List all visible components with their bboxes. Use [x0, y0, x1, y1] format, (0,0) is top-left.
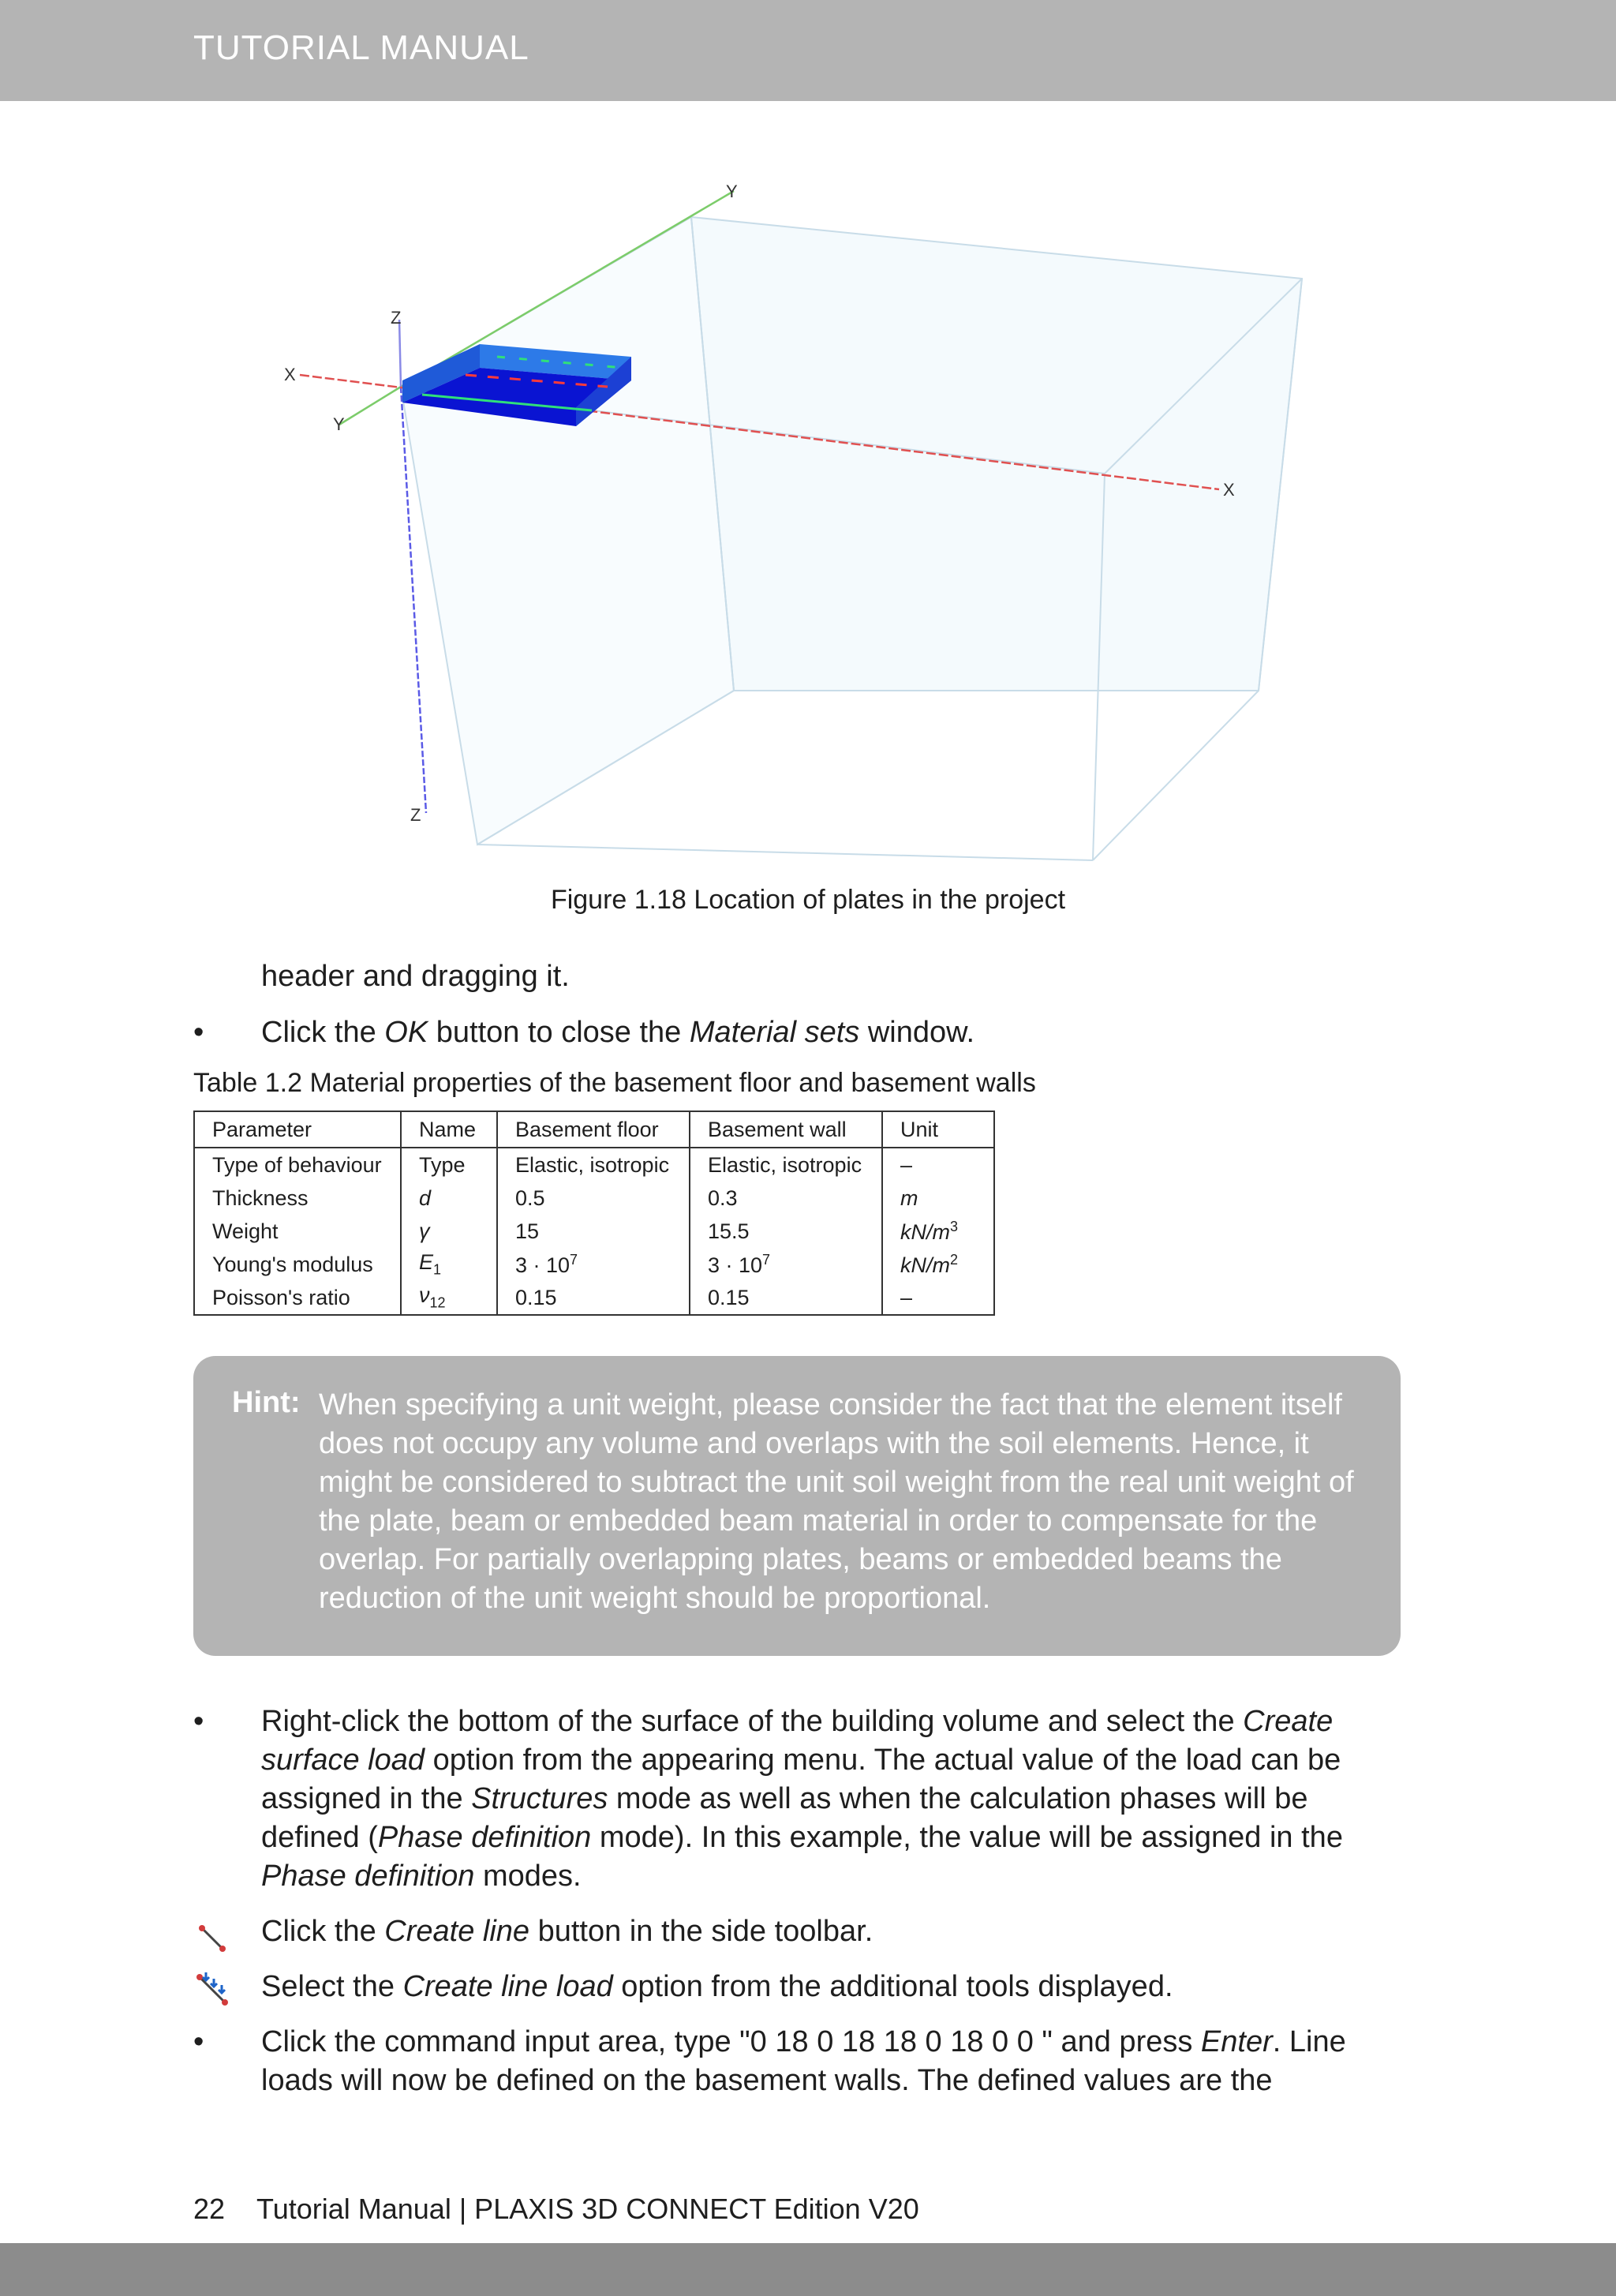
figure-3d-model — [260, 174, 1349, 868]
header-unit: Unit — [882, 1111, 994, 1148]
page-header — [0, 0, 1616, 101]
header-title: TUTORIAL MANUAL — [193, 28, 529, 67]
footer-bar — [0, 2243, 1616, 2296]
line-load-step-text: Select the Create line load option from the additional tools displayed. — [261, 1970, 1173, 2003]
axis-label-y-top: Y — [726, 182, 738, 201]
hint-label: Hint: — [232, 1386, 301, 1419]
header-drag-text: header and dragging it. — [261, 960, 570, 993]
header-name: Name — [401, 1111, 497, 1148]
surface-load-step-text: Right-click the bottom of the surface of the building volume and select the Create surface load option from the appearing menu. The actual value of the load can be assigned in the Structures mode as well as when the calculation phases will be defined (Phase definition mode). In this example, the value will be assigned in the Phase definition modes. — [261, 1705, 1343, 1893]
bullet-surface-load: • — [193, 1705, 204, 1738]
table-row: Type of behaviour Type Elastic, isotropic Elastic, isotropic – — [194, 1148, 994, 1182]
table-row: Poisson's ratio $\nu_{12}$ 0.15 0.15 – — [194, 1281, 994, 1315]
header-parameter: Parameter — [194, 1111, 401, 1148]
axis-label-x-right: X — [1223, 480, 1235, 500]
bounding-box — [401, 217, 1302, 860]
header-basement-wall: Basement wall — [690, 1111, 882, 1148]
material-properties-table — [193, 1111, 995, 1316]
axis-label-y-left: Y — [333, 414, 345, 434]
hint-box — [193, 1356, 1401, 1656]
header-basement-floor: Basement floor — [497, 1111, 690, 1148]
command-step-text: Click the command input area, type "0 18 0 18 18 0 18 0 0 " and press Enter. Line loads will now be defined on the basement walls. The defined values are the — [261, 2025, 1346, 2097]
page-number: 22 — [193, 2193, 226, 2225]
table-caption: Table 1.2 Material properties of the basement floor and basement walls — [193, 1068, 1036, 1098]
create-line-icon — [197, 1923, 229, 1955]
bullet-command: • — [193, 2025, 204, 2058]
table-header-row — [194, 1111, 994, 1148]
figure-caption: Figure 1.18 Location of plates in the project — [550, 885, 1066, 915]
axis-label-z-top: Z — [391, 308, 402, 328]
create-line-step-text: Click the Create line button in the side toolbar. — [261, 1915, 873, 1948]
axis-label-z-bottom: Z — [410, 805, 421, 825]
hint-text: When specifying a unit weight, please consider the fact that the element itself does not occupy any volume and overlaps with the soil elements. Hence, it might be considered to subtract the unit soil weight from the real unit weight of the plate, beam or embedded beam material in order to compensate for the overlap. For partially overlapping plates, beams or embedded beams the reduction of the unit weight should be proportional. — [319, 1388, 1354, 1615]
axis-label-x-left: X — [284, 365, 296, 384]
footer-title: Tutorial Manual | PLAXIS 3D CONNECT Edition V20 — [256, 2193, 919, 2225]
ok-step-text: Click the OK button to close the Material sets window. — [261, 1016, 975, 1049]
table-row: Weight γ 15 15.5 $kN/m^3$ — [194, 1215, 994, 1248]
table-row: Young's modulus $E_1$ $3 \cdot 10^7$ $3 \cdot 10^7$ $kN/m^2$ — [194, 1248, 994, 1281]
page-footer — [193, 2193, 919, 2226]
bullet-ok-step: • — [193, 1016, 204, 1049]
create-line-load-icon — [195, 1971, 231, 2007]
table-row: Thickness d 0.5 0.3 m — [194, 1182, 994, 1215]
